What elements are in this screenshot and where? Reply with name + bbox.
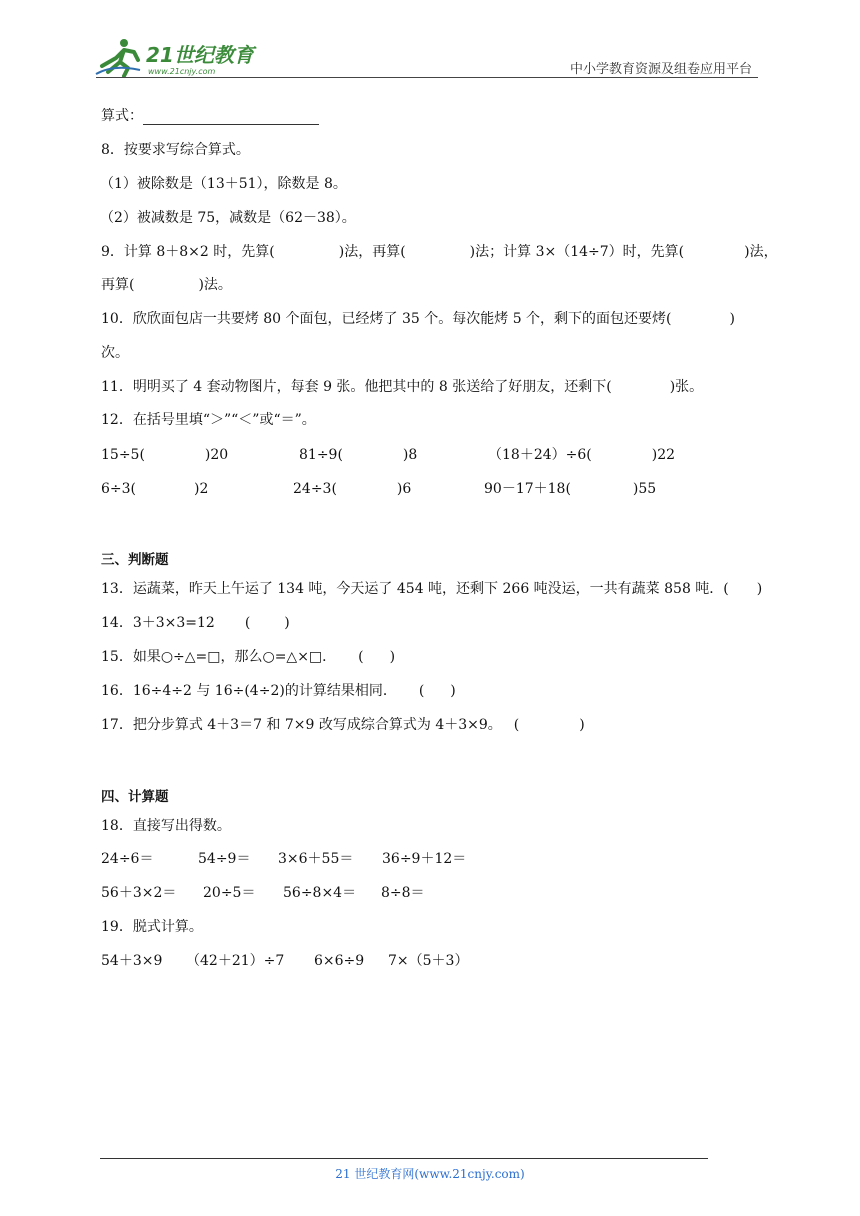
formula-label: 算式： [101,108,143,124]
question-9-text-c: )法；计算 3×（14÷7）时，先算( [469,244,685,260]
header-divider [96,77,758,78]
question-16-text: 16．16÷4÷2 与 16÷(4÷2)的计算结果相同． [101,683,397,699]
question-10 [101,310,735,328]
logo-url: www.21cnjy.com [148,67,216,76]
compare-item-5 [293,480,411,498]
calc-item: 7×（5＋3） [388,953,469,969]
question-18: 18．直接写出得数。 [101,818,231,834]
section-calculation-heading: 四、计算题 [101,789,169,805]
calc-item: 56＋3×2＝ [101,885,177,901]
compare-expr: 90－17＋18( [484,481,571,497]
paren-close: ) [579,717,585,733]
question-19: 19．脱式计算。 [101,919,203,935]
question-16 [101,682,456,700]
question-10-paren: ) [729,311,735,327]
calc-item: 20÷5＝ [203,885,256,901]
question-17-text: 17．把分步算式 4＋3＝7 和 7×9 改写成综合算式为 4＋3×9。 [101,717,502,733]
question-11 [101,378,703,396]
question-15-text: 15．如果○÷△=□，那么○=△×□． [101,649,337,665]
question-13-paren: ) [756,581,763,597]
compare-value: )20 [204,447,229,463]
calc-item: 36÷9＋12＝ [382,851,467,867]
question-8-part-2: （2）被减数是 75，减数是（62－38）。 [100,210,356,226]
paren-close: ) [284,615,290,631]
calc-item: 54＋3×9 [101,953,163,969]
question-15 [101,648,395,666]
formula-line [101,107,319,125]
paren-open: ( [513,717,520,733]
calc-item: （42＋21）÷7 [186,953,285,969]
compare-expr: 24÷3( [293,481,337,497]
paren-open: ( [418,683,425,699]
compare-expr: 15÷5( [101,447,145,463]
calc-item: 56÷8×4＝ [283,885,357,901]
question-11-text: 11．明明买了 4 套动物图片，每套 9 张。他把其中的 8 张送给了好朋友，还剩下( [101,379,612,395]
calc-item: 3×6＋55＝ [278,851,354,867]
question-9-text-f: )法。 [198,277,232,293]
question-9-text-b: )法，再算( [338,244,406,260]
compare-item-4 [101,480,208,498]
question-13-text: 13．运蔬菜，昨天上午运了 134 吨，今天运了 454 吨，还剩下 266 吨没运，一共有蔬菜 858 吨．( [101,581,729,597]
compare-expr: （18＋24）÷6( [488,447,592,463]
question-10-cont: 次。 [101,345,129,361]
compare-expr: 81÷9( [299,447,343,463]
compare-value: )22 [651,447,676,463]
section-judgement-heading: 三、判断题 [101,552,169,568]
compare-item-6 [484,480,656,498]
question-14 [101,614,290,632]
calc-item: 8÷8＝ [381,885,425,901]
question-8: 8．按要求写综合算式。 [101,142,250,158]
calc-item: 6×6÷9 [314,953,365,969]
compare-item-3 [488,446,675,464]
calc-item: 24÷6＝ [101,851,154,867]
compare-item-1 [101,446,228,464]
paren-close: ) [450,683,456,699]
compare-value: )2 [194,481,209,497]
answer-blank[interactable] [143,110,319,125]
compare-value: )55 [632,481,657,497]
header-platform-text: 中小学教育资源及组卷应用平台 [569,62,752,77]
question-9-text-e: 再算( [101,277,135,293]
calc-item: 54÷9＝ [198,851,251,867]
compare-value: )6 [396,481,412,497]
compare-value: )8 [402,447,418,463]
compare-expr: 6÷3( [101,481,137,497]
question-11-tail: )张。 [669,379,704,395]
question-13 [101,580,762,598]
question-9-text-a: 9．计算 8＋8×2 时，先算( [101,244,275,260]
question-9-text-d: )法， [744,244,778,260]
question-8-part-1: （1）被除数是（13＋51），除数是 8。 [100,176,347,192]
question-17 [101,716,585,734]
logo-text: 21世纪教育 [146,43,254,67]
question-9-cont [101,276,232,294]
question-14-text: 14．3＋3×3=12 [101,615,215,631]
footer-link[interactable]: 21 世纪教育网(www.21cnjy.com) [335,1167,525,1181]
question-9 [101,243,778,261]
footer-divider [100,1158,708,1159]
paren-close: ) [389,649,396,665]
paren-open: ( [358,649,364,665]
compare-item-2 [299,446,417,464]
question-10-text: 10．欣欣面包店一共要烤 80 个面包，已经烤了 35 个。每次能烤 5 个，剩下的面包还要烤( [101,311,672,327]
paren-open: ( [244,615,251,631]
question-12: 12．在括号里填“＞”“＜”或“＝”。 [101,412,316,428]
